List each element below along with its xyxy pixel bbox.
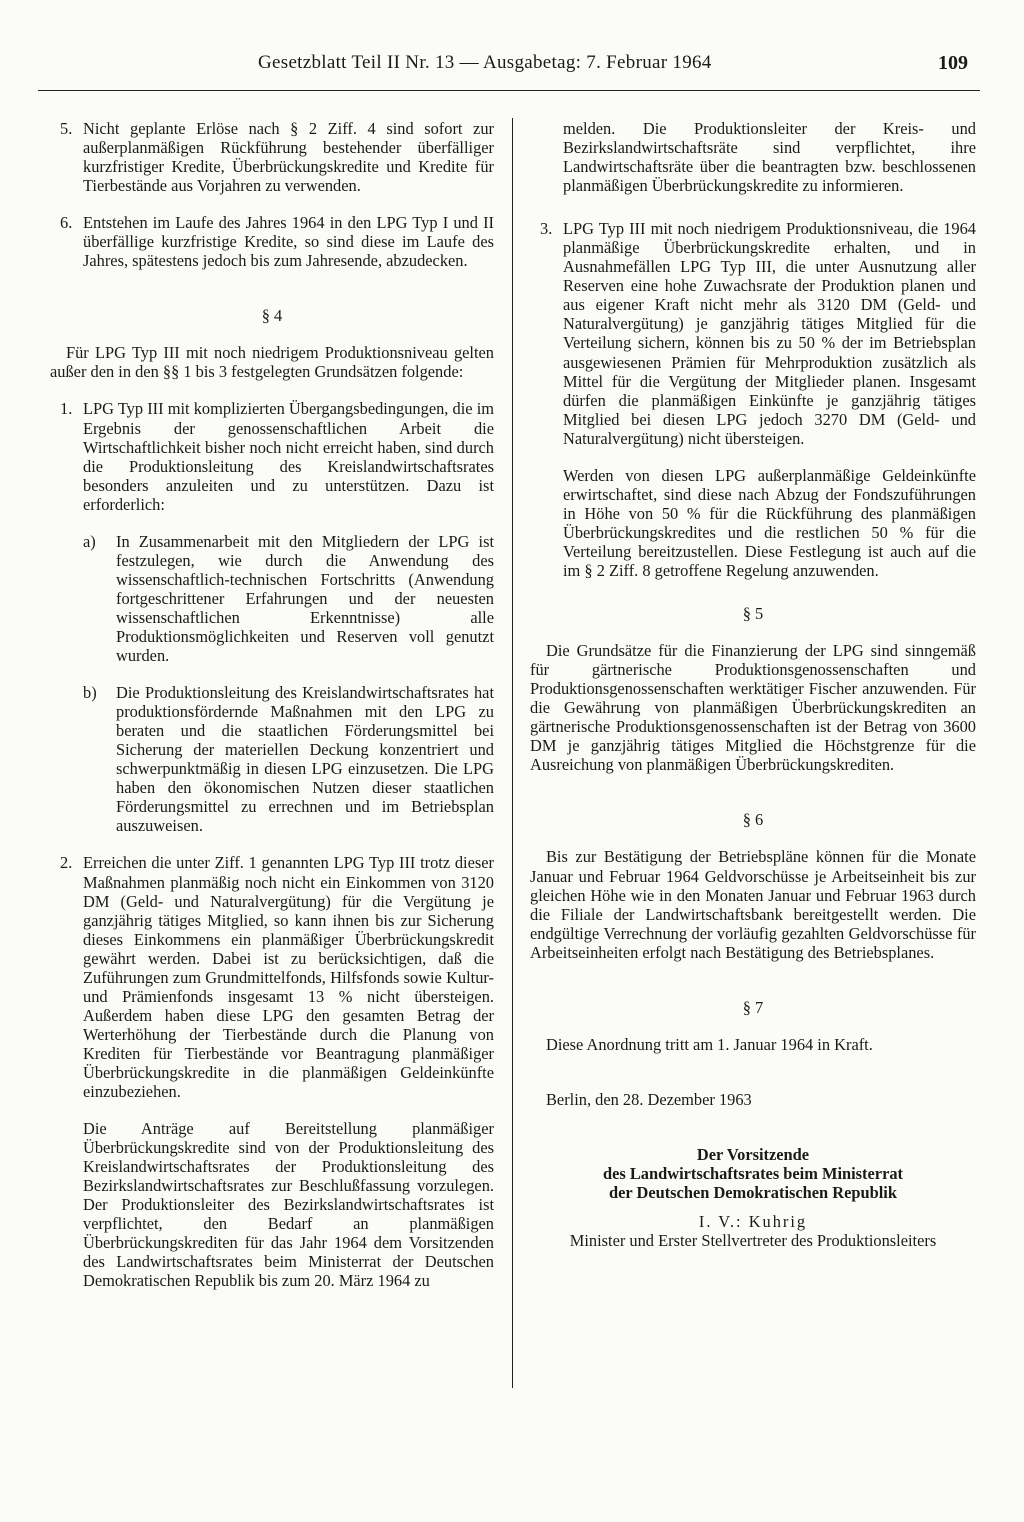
- column-divider: [512, 118, 513, 1388]
- list-item-6: [50, 213, 494, 270]
- sub-item-label: a): [83, 531, 96, 551]
- place-and-date: Berlin, den 28. Dezember 1963: [546, 1089, 752, 1109]
- right-column: [530, 119, 976, 1250]
- list-item-2-paragraph: [50, 1119, 494, 1290]
- section-heading-6: § 6: [742, 810, 764, 830]
- item-number: 2.: [60, 853, 73, 873]
- list-item-2: [50, 853, 494, 1101]
- list-item-3: [530, 219, 976, 448]
- paragraph-text: Die Anträge auf Bereitstellung planmäßiger Überbrückungskredite sind von der Produktionsleitung des Kreislandwirtschaftsrates der Produktionsleitung des Bezirkslandwirtschaftsrates zur Beschlußfassung vorzulegen. Der Produktionsleiter des Bezirkslandwirtschaftsrates ist verpflichtet, den Bedarf an planmäßigen Überbrückungskrediten für das Jahr 1964 dem Vorsitzenden des Landwirtschaftsrates beim Ministerrat der Deutschen Demokratischen Republik bis zum 20. März 1964 zu: [83, 1119, 494, 1291]
- section-heading-4: § 4: [261, 306, 283, 326]
- signature-line-3: der Deutschen Demokratischen Republik: [609, 1182, 897, 1202]
- sub-item-a: [50, 532, 494, 665]
- item-number: 3.: [540, 219, 553, 239]
- item-text: Entstehen im Laufe des Jahres 1964 in den LPG Typ I und II überfällige kurzfristige Kredite, so sind diese im Laufe des Jahres, spätestens jedoch bis zum Jahresende, abzudecken.: [83, 213, 494, 271]
- section-heading-7: § 7: [742, 997, 764, 1017]
- item-number: 1.: [60, 399, 73, 419]
- list-item-5: [50, 119, 494, 195]
- list-item-3-paragraph: [530, 466, 976, 580]
- page-header: [0, 52, 1024, 78]
- item-number: 6.: [60, 213, 73, 233]
- sub-item-label: b): [83, 683, 97, 703]
- left-column: [50, 119, 494, 1290]
- section-7-text: Diese Anordnung tritt am 1. Januar 1964 in Kraft.: [546, 1034, 873, 1054]
- section-heading-5: § 5: [742, 604, 764, 624]
- header-rule: [38, 90, 980, 91]
- item-text: LPG Typ III mit komplizierten Übergangsbedingungen, die im Ergebnis der genossenschaftlichen Arbeit die Wirtschaftlichkeit bisher noch nicht erreicht haben, sind durch die Produktionsleitung des Kreislandwirtschaftsrates besonders anzuleiten und zu unterstützen. Dazu ist erforderlich:: [83, 399, 494, 514]
- list-item-1: [50, 399, 494, 513]
- sub-item-b: [50, 683, 494, 835]
- item-text: Erreichen die unter Ziff. 1 genannten LPG Typ III trotz dieser Maßnahmen planmäßig noch nicht ein Einkommen von 3120 DM (Geld- und Naturalvergütung) für die Vergütung je ganzjährig tätiges Mitglied, so kann ihnen bis zur Sicherung dieses Einkommens ein planmäßiger Überbrückungskredit gewährt werden. Dabei ist zu berücksichtigen, daß die Zuführungen zum Grundmittelfonds, Hilfsfonds sowie Kultur- und Prämienfonds insgesamt 13 % nicht übersteigen. Außerdem haben diese LPG den gesamten Betrag der Werterhöhung der Tierbestände durch die Planung von Krediten für Tierbestände vor Beantragung planmäßiger Überbrückungskredite in die planmäßigen Geldeinkünfte einzubeziehen.: [83, 853, 494, 1102]
- header-title: Gesetzblatt Teil II Nr. 13 — Ausgabetag: 7. Februar 1964: [258, 52, 712, 73]
- item-text: Nicht geplante Erlöse nach § 2 Ziff. 4 sind sofort zur außerplanmäßigen Rückführung bestehender überfälliger kurzfristiger Kredite, Überbrückungskredite und Kredite für Tierbestände aus Vorjahren zu verwenden.: [83, 119, 494, 196]
- signature-line-1: Der Vorsitzende: [696, 1144, 810, 1164]
- continued-paragraph: [530, 119, 976, 195]
- paragraph-text: Werden von diesen LPG außerplanmäßige Geldeinkünfte erwirtschaftet, sind diese nach Abzug der Fondszuführungen in Höhe von 50 % für die Rückführung des planmäßigen Überbrückungskredites und die restlichen 50 % für die Verteilung bereitzustellen. Diese Festlegung ist auch auf die im § 2 Ziff. 8 getroffene Regelung anzuwenden.: [563, 465, 976, 580]
- section-6-text: Bis zur Bestätigung der Betriebspläne können für die Monate Januar und Februar 1964 Geldvorschüsse je Arbeitseinheit bis zur gleichen Höhe wie in den Monaten Januar und Februar 1963 durch die Filiale der Landwirtschaftsbank bereitgestellt werden. Die endgültige Verrechnung der vorläufig gezahlten Geldvorschüsse für Arbeitseinheiten erfolgt nach Bestätigung des Betriebsplanes.: [530, 847, 976, 962]
- item-text: LPG Typ III mit noch niedrigem Produktionsniveau, die 1964 planmäßige Überbrückungskredite erhalten, und in Ausnahmefällen LPG Typ III, die unter Ausnutzung aller Reserven eine hohe Zuwachsrate der Produktion planen und aus eigener Kraft nicht mehr als 3120 DM (Geld- und Naturalvergütung) je ganzjährig tätiges Mitglied für die Verteilung sichern, können bis zu 50 % der im Betriebsplan ausgewiesenen Prämien für Mehrproduktion zusätzlich als Mittel für die Vergütung der Mitglieder planen. Insgesamt dürfen die planmäßigen Einkünfte je ganzjährig tätiges Mitglied bei diesen LPG jedoch 3270 DM (Geld- und Naturalvergütung) nicht übersteigen.: [563, 219, 976, 448]
- section-4-intro: Für LPG Typ III mit noch niedrigem Produktionsniveau gelten außer den in den §§ 1 bis 3 festgelegten Grundsätzen folgende:: [50, 343, 494, 382]
- signatory-name: I. V.: Kuhrig: [698, 1212, 808, 1232]
- page-number: 109: [938, 52, 968, 74]
- signatory-title: Minister und Erster Stellvertreter des Produktionsleiters: [569, 1231, 937, 1251]
- sub-item-text: Die Produktionsleitung des Kreislandwirtschaftsrates hat produktionsfördernde Maßnahmen mit den LPG zu beraten und die staatlichen Förderungsmittel bei Sicherung der materiellen Deckung konzentriert und schwerpunktmäßig in diesen LPG einzusetzen. Die LPG haben den ökonomischen Nutzen dieser staatlichen Förderungsmittel zu errechnen und im Betriebsplan auszuweisen.: [116, 683, 494, 836]
- sub-item-text: In Zusammenarbeit mit den Mitgliedern der LPG ist festzulegen, wie durch die Anwendung des wissenschaftlich-technischen Fortschritts (Anwendung fortgeschrittener Erfahrungen und der neuesten wissenschaftlichen Erkenntnisse) alle Produktionsmöglichkeiten und Reserven voll genutzt wurden.: [116, 531, 494, 666]
- item-number: 5.: [60, 119, 73, 138]
- section-5-text: Die Grundsätze für die Finanzierung der LPG sind sinngemäß für gärtnerische Produktionsgenossenschaften und Produktionsgenossenschaften werktätiger Fischer anzuwenden. Für die Gewährung von planmäßigen Überbrückungskrediten an gärtnerische Produktionsgenossenschaften ist der Betrag von 3600 DM je ganzjährig tätiges Mitglied die Höchstgrenze für die Ausreichung von planmäßigen Überbrückungskrediten.: [530, 641, 976, 775]
- paragraph-text: melden. Die Produktionsleiter der Kreis- und Bezirkslandwirtschaftsräte sind verpflichtet, ihre Landwirtschaftsräte über die beantragten bzw. beschlossenen planmäßigen Überbrückungskredite zu informieren.: [563, 119, 976, 196]
- signature-line-2: des Landwirtschaftsrates beim Ministerrat: [603, 1163, 903, 1183]
